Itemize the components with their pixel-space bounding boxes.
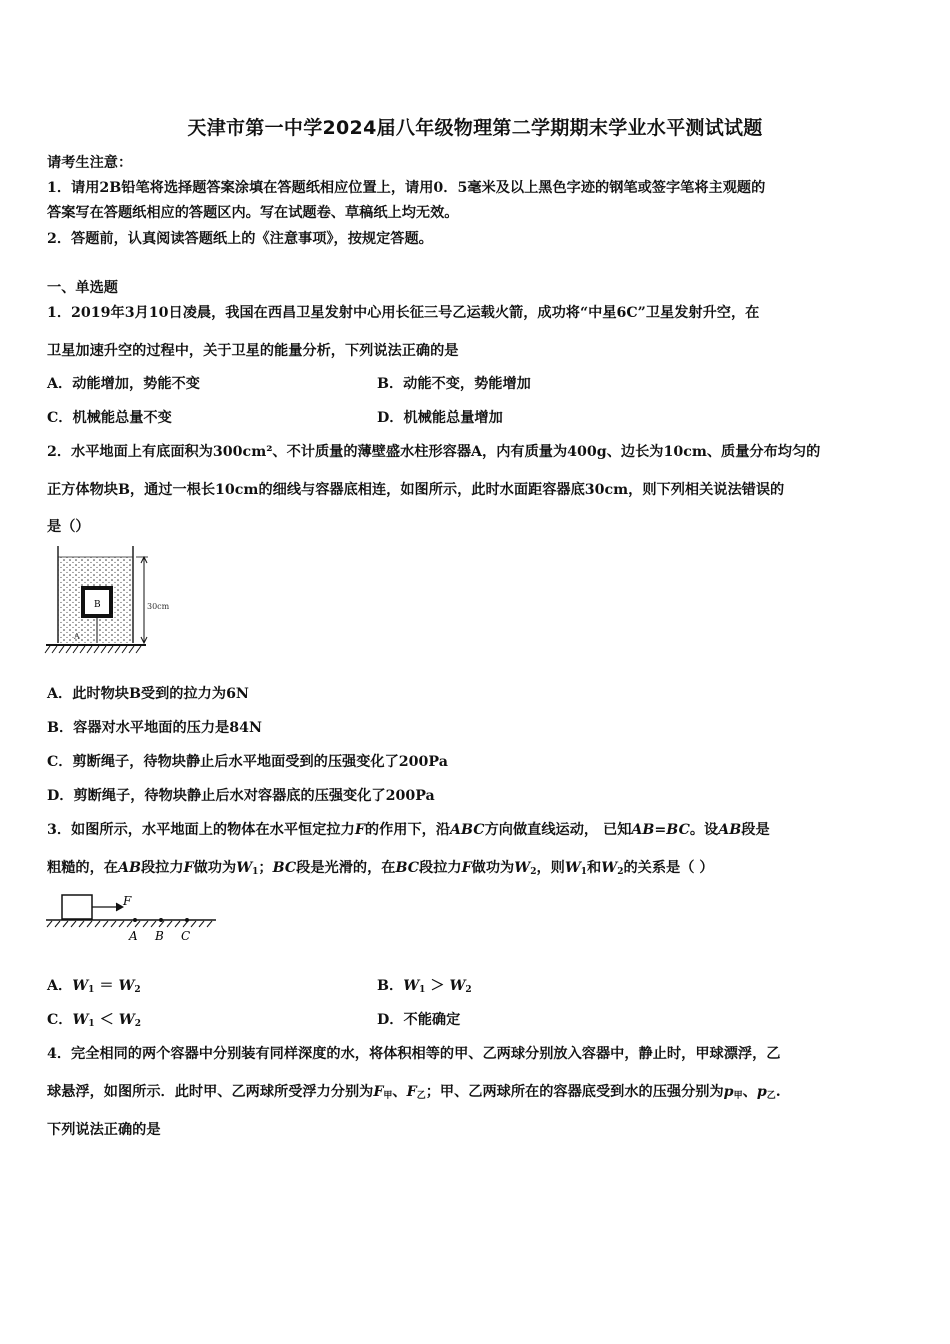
block-b-label: B	[94, 600, 101, 610]
point-c-label: C	[181, 929, 191, 943]
page-title: 天津市第一中学2024届八年级物理第二学期期末学业水平测试试题	[187, 117, 763, 139]
notice-heading: 请考生注意：	[47, 155, 133, 171]
q2-option-d: D．剪断绳子，待物块静止后水对容器底的压强变化了200Pa	[47, 788, 435, 804]
q3-option-b: B．$W_1 > W_2$	[377, 978, 472, 995]
q2-option-b: B．容器对水平地面的压力是84N	[47, 720, 262, 736]
point-a	[133, 918, 137, 922]
q4-stem-line1: 4．完全相同的两个容器中分别装有同样深度的水，将体积相等的甲、乙两球分别放入容器中，静止时，甲球漂浮，乙	[47, 1046, 781, 1062]
q3-option-c: C．$W_1 < W_2$	[47, 1012, 141, 1029]
q1-option-a: A．动能增加，势能不变	[47, 376, 200, 392]
q1-stem-line2: 卫星加速升空的过程中，关于卫星的能量分析，下列说法正确的是	[47, 343, 459, 359]
q3-force-figure	[44, 890, 224, 946]
point-c	[185, 918, 189, 922]
q4-stem-line3: 下列说法正确的是	[47, 1122, 161, 1138]
q4-stem-line2: 球悬浮，如图所示．此时甲、乙两球所受浮力分别为$F_甲$、$F_乙$；甲、乙两球所在的容器底受到水的压强分别为$p_甲$、$p_乙$.	[47, 1084, 781, 1101]
q3-option-a: A．$W_1 = W_2$	[47, 978, 141, 995]
q3-stem-line1: 3．如图所示，水平地面上的物体在水平恒定拉力F的作用下，沿ABC方向做直线运动， 已知AB=BC。设AB段是	[47, 822, 770, 838]
q2-stem-line2: 正方体物块B，通过一根长10cm的细线与容器底相连，如图所示，此时水面距容器底30cm，则下列相关说法错误的	[47, 482, 785, 498]
point-b-label: B	[155, 929, 164, 943]
q1-stem-line1: 1．2019年3月10日凌晨，我国在西昌卫星发射中心用长征三号乙运载火箭，成功将“中星6C”卫星发射升空，在	[47, 305, 760, 321]
q1-option-d: D．机械能总量增加	[377, 410, 503, 426]
q2-stem-line3: 是（）	[47, 519, 90, 535]
q1-option-b: B．动能不变，势能增加	[377, 376, 531, 392]
notice-item-2: 2．答题前，认真阅读答题纸上的《注意事项》，按规定答题。	[47, 231, 433, 247]
q1-option-c: C．机械能总量不变	[47, 410, 172, 426]
depth-label: 30cm	[147, 602, 170, 611]
q3-option-d: D．不能确定	[377, 1012, 461, 1028]
q2-stem-line1: 2．水平地面上有底面积为300cm²、不计质量的薄壁盛水柱形容器A，内有质量为400g、边长为10cm、质量分布均匀的	[47, 444, 821, 460]
q2-option-a: A．此时物块B受到的拉力为6N	[47, 686, 249, 702]
q3-stem-line2: 粗糙的，在AB段拉力F做功为$W_1$；BC段是光滑的，在BC段拉力F做功为$W_2$，则$W_1$和$W_2$的关系是（ ）	[47, 860, 714, 877]
section-heading: 一、单选题	[47, 280, 118, 296]
q2-container-figure	[44, 543, 184, 658]
q2-option-c: C．剪断绳子，待物块静止后水平地面受到的压强变化了200Pa	[47, 754, 448, 770]
point-b	[159, 918, 163, 922]
object-box	[62, 895, 92, 919]
notice-item-1: 1．请用2B铅笔将选择题答案涂填在答题纸相应位置上，请用0．5毫米及以上黑色字迹的钢笔或签字笔将主观题的	[47, 180, 766, 196]
notice-item-1-cont: 答案写在答题纸相应的答题区内。写在试题卷、草稿纸上均无效。	[47, 205, 459, 221]
point-a-label: A	[129, 929, 138, 943]
force-label: F	[123, 894, 132, 908]
container-label: A	[74, 632, 80, 641]
